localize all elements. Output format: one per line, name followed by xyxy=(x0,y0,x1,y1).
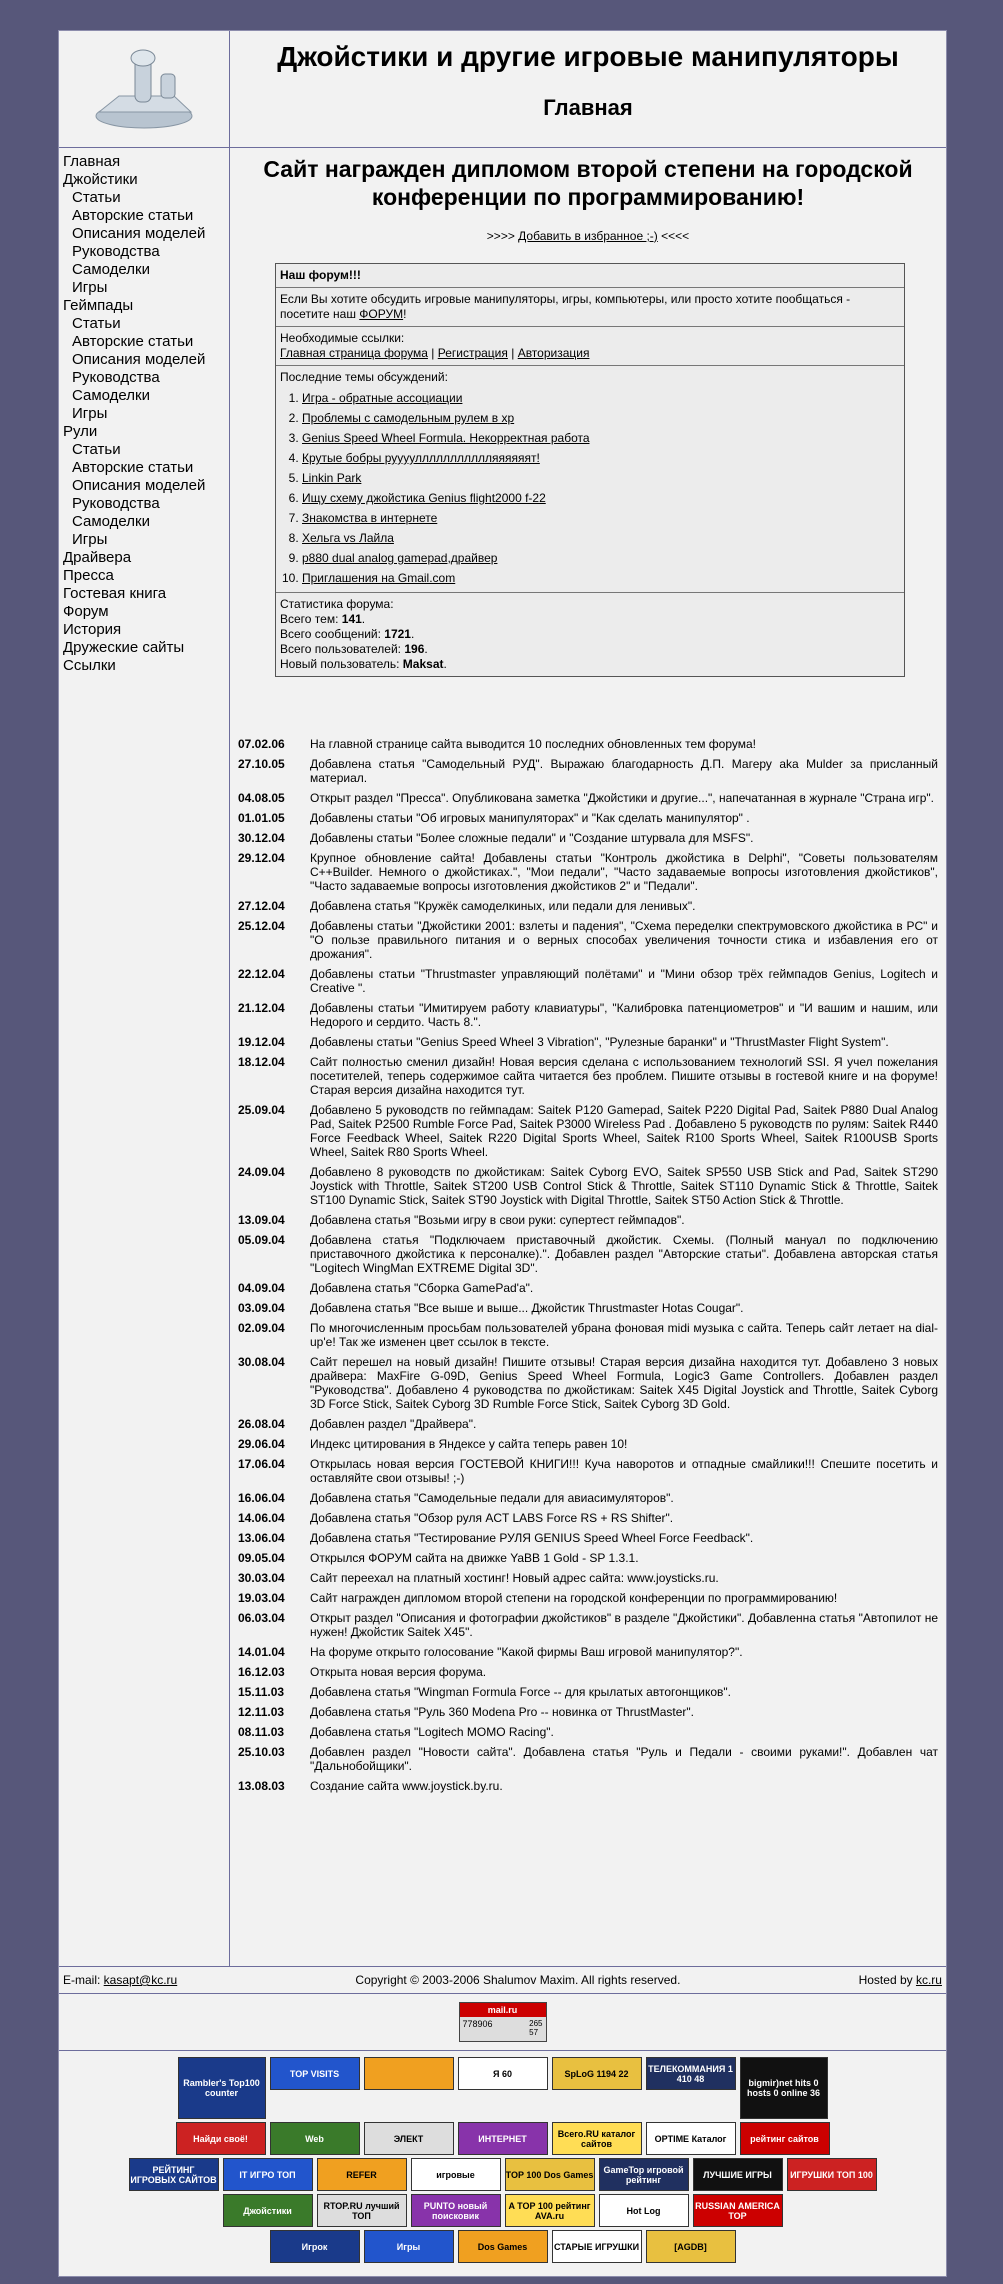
sidebar-item[interactable]: Рули xyxy=(63,423,98,440)
counter-banner[interactable]: GameTop игровой рейтинг xyxy=(599,2158,689,2191)
news-row xyxy=(238,1705,938,1725)
site-title: Джойстики и другие игровые манипуляторы xyxy=(277,41,899,72)
banner-row xyxy=(176,2122,830,2155)
counter-banner[interactable]: RUSSIAN AMERICA TOP xyxy=(693,2194,783,2227)
forum-topic-link[interactable]: Приглашения на Gmail.com xyxy=(302,571,456,585)
news-text: На главной странице сайта выводится 10 последних обновленных тем форума! xyxy=(310,737,756,751)
footer xyxy=(59,1967,946,1994)
news-date: 13.08.03 xyxy=(238,1779,285,1793)
sidebar-item[interactable]: Форум xyxy=(63,603,109,620)
news-text: Добавлена статья "Руль 360 Modena Pro -- новинка от ThrustMaster". xyxy=(310,1705,694,1719)
counter-banner[interactable]: ЛУЧШИЕ ИГРЫ xyxy=(693,2158,783,2191)
news-row xyxy=(238,967,938,1001)
news-text: Добавлено 5 руководств по геймпадам: Saitek P120 Gamepad, Saitek P220 Digital Pad, Saitek P880 Dual Analog Pad, Saitek P2500 Rumble Force Pad, Saitek P3000 Wireless Pad . Добавлено 5 руководств по рулям: Saitek R440 Force Feedback Wheel, Saitek R220 Digital Sports Wheel, Saitek R100 Sports Wheel, Saitek R100USB Sports Wheel, Saitek R80 Sports Wheel. xyxy=(310,1103,938,1159)
news-date: 03.09.04 xyxy=(238,1301,285,1315)
news-row xyxy=(238,1725,938,1745)
news-date: 13.06.04 xyxy=(238,1531,285,1545)
bookmark-line xyxy=(238,229,938,243)
news-date: 09.05.04 xyxy=(238,1551,285,1565)
stat-new-user-label: Новый пользователь: xyxy=(280,657,403,671)
news-row xyxy=(238,1213,938,1233)
host-link[interactable]: kc.ru xyxy=(915,1973,942,1987)
forum-stats-section xyxy=(276,593,904,676)
forum-topic-link[interactable]: Игра - обратные ассоциации xyxy=(302,391,463,405)
news-date: 25.12.04 xyxy=(238,919,285,933)
news-date: 05.09.04 xyxy=(238,1233,285,1247)
news-date: 24.09.04 xyxy=(238,1165,285,1179)
counter-banner[interactable]: Найди своё! xyxy=(176,2122,266,2155)
news-row xyxy=(238,919,938,967)
news-date: 16.12.03 xyxy=(238,1665,285,1679)
footer-host xyxy=(859,1973,942,1987)
hosted-label: Hosted by xyxy=(858,1973,916,1987)
stat-new-user-value: Maksat xyxy=(402,657,444,671)
news-text: Добавлено 8 руководств по джойстикам: Saitek Cyborg EVO, Saitek SP550 USB Stick and Pad, Saitek ST290 Joystick with Throttle, Saitek ST200 USB Control Stick & Throttle, Saitek ST110 Dynamic Stick & Throttle, Saitek ST100 Dynamic Stick, Saitek ST90 Joystick with Digital Throttle, Saitek ST50 Action Stick & Throttle. xyxy=(310,1165,938,1207)
news-text: На форуме открыто голосование "Какой фирмы Ваш игровой манипулятор?". xyxy=(310,1645,743,1659)
news-text: Создание сайта www.joystick.by.ru. xyxy=(310,1779,503,1793)
news-row xyxy=(238,1591,938,1611)
banner-row xyxy=(270,2230,736,2263)
forum-invite-end: ! xyxy=(403,307,407,321)
news-text: Добавлена статья "Сборка GamePad'а". xyxy=(310,1281,534,1295)
counter-banner[interactable]: рейтинг сайтов xyxy=(740,2122,830,2155)
stat-users-value: 196 xyxy=(404,642,425,656)
news-row xyxy=(238,1321,938,1355)
forum-invite-text: Если Вы хотите обсудить игровые манипуляторы, игры, компьютеры, или просто хотите пообщаться - посетите наш xyxy=(280,292,851,321)
news-date: 27.12.04 xyxy=(238,899,285,913)
forum-auth-link[interactable]: Авторизация xyxy=(517,346,590,360)
banner-row xyxy=(129,2158,877,2191)
news-text: Добавлена статья "Обзор руля ACT LABS Force RS + RS Shifter". xyxy=(310,1511,674,1525)
news-row xyxy=(238,1281,938,1301)
news-text: Добавлен раздел "Новости сайта". Добавлена статья "Руль и Педали - своими руками!". Добавлен чат "Дальнобойщики". xyxy=(310,1745,938,1773)
sidebar-item[interactable]: Руководства xyxy=(72,243,160,260)
counter-banner[interactable]: Hot Log xyxy=(599,2194,689,2227)
news-row xyxy=(238,791,938,811)
counter-small xyxy=(529,2019,542,2037)
news-row xyxy=(238,851,938,899)
news-date: 19.03.04 xyxy=(238,1591,285,1605)
news-text: Сайт награжден дипломом второй степени на городской конференции по программированию! xyxy=(310,1591,838,1605)
news-row xyxy=(238,1611,938,1645)
forum-box xyxy=(275,263,905,677)
forum-stats-label: Статистика форума: xyxy=(280,597,394,611)
news-text: Добавлена статья "Самодельные педали для авиасимуляторов". xyxy=(310,1491,674,1505)
sidebar-item[interactable]: Гостевая книга xyxy=(63,585,167,602)
counter-banner[interactable]: bigmir)net hits 0 hosts 0 online 36 xyxy=(740,2057,828,2119)
sidebar-item[interactable]: Руководства xyxy=(72,369,160,386)
forum-title: Наш форум!!! xyxy=(280,268,361,282)
banner-row xyxy=(223,2194,783,2227)
news-text: Добавлена статья "Тестирование РУЛЯ GENIUS Speed Wheel Force Feedback". xyxy=(310,1531,754,1545)
forum-register-link[interactable]: Регистрация xyxy=(437,346,508,360)
forum-topic-link[interactable]: p880 dual analog gamepad,драйвер xyxy=(302,551,498,565)
counter-banner[interactable]: ИГРУШКИ ТОП 100 xyxy=(787,2158,877,2191)
news-date: 30.03.04 xyxy=(238,1571,285,1585)
banner-area xyxy=(59,2051,946,2276)
forum-link[interactable]: ФОРУМ xyxy=(359,307,404,321)
news-row xyxy=(238,1055,938,1103)
news-text: Добавлена статья "Кружёк самоделкиных, или педали для ленивых". xyxy=(310,899,696,913)
news-date: 18.12.04 xyxy=(238,1055,285,1069)
sidebar-item[interactable]: Геймпады xyxy=(63,297,134,314)
counter-banner[interactable]: Игрок xyxy=(270,2230,360,2263)
news-row xyxy=(238,899,938,919)
counter-row xyxy=(59,1994,946,2051)
forum-invite-section xyxy=(276,288,904,327)
news-text: Добавлены статьи "Имитируем работу клавиатуры", "Калибровка патенциометров" и "И вашим и нашим, или Недорого и сердито. Часть 8.". xyxy=(310,1001,938,1029)
banner-row xyxy=(178,2057,828,2119)
forum-topic-link[interactable]: Linkin Park xyxy=(302,471,362,485)
news-date: 08.11.03 xyxy=(238,1725,285,1739)
news-table xyxy=(238,737,938,1799)
news-text: Добавлена статья "Logitech MOMO Racing". xyxy=(310,1725,554,1739)
forum-topic-link[interactable]: Ищу схему джойстика Genius flight2000 f-22 xyxy=(302,491,546,505)
counter-value: 778906 xyxy=(462,2019,493,2029)
forum-topic-item xyxy=(302,528,900,548)
news-row xyxy=(238,1685,938,1705)
page-title: Главная xyxy=(543,95,633,120)
news-row xyxy=(238,1645,938,1665)
sidebar-item[interactable]: Статьи xyxy=(72,441,121,458)
header-title-block xyxy=(230,31,946,147)
counter-banner[interactable]: A TOP 100 рейтинг AVA.ru xyxy=(505,2194,595,2227)
news-text: Индекс цитирования в Яндексе у сайта теперь равен 10! xyxy=(310,1437,628,1451)
counter-banner[interactable]: SpLoG 1194 22 xyxy=(552,2057,642,2090)
footer-email xyxy=(63,1973,177,1987)
news-date: 13.09.04 xyxy=(238,1213,285,1227)
stat-dot: . xyxy=(443,657,447,671)
counter-banner[interactable]: СТАРЫЕ ИГРУШКИ xyxy=(552,2230,642,2263)
forum-topics-label: Последние темы обсуждений: xyxy=(280,370,448,384)
forum-topic-item xyxy=(302,428,900,448)
counter-banner[interactable]: PUNTO новый поисковик xyxy=(411,2194,501,2227)
news-row xyxy=(238,1165,938,1213)
counter-banner[interactable] xyxy=(364,2057,454,2090)
news-row xyxy=(238,1457,938,1491)
news-text: Добавлен раздел "Драйвера". xyxy=(310,1417,477,1431)
news-date: 01.01.05 xyxy=(238,811,285,825)
forum-topic-item xyxy=(302,388,900,408)
news-text: Открыт раздел "Описания и фотографии джойстиков" в разделе "Джойстики". Добавленна статья "Автопилот не нужен! Джойстик Saitek X45". xyxy=(310,1611,938,1639)
email-label: E-mail: xyxy=(63,1973,104,1987)
news-row xyxy=(238,811,938,831)
forum-topic-item xyxy=(302,508,900,528)
news-date: 30.08.04 xyxy=(238,1355,285,1369)
sidebar-item[interactable]: Ссылки xyxy=(63,657,116,674)
news-row xyxy=(238,1301,938,1321)
news-row xyxy=(238,1571,938,1591)
counter-banner[interactable]: ТЕЛЕКОММАНИЯ 1 410 48 xyxy=(646,2057,736,2090)
sidebar-item[interactable]: Самоделки xyxy=(72,513,150,530)
counter-banner[interactable]: TOP 100 Dos Games xyxy=(505,2158,595,2191)
counter-banner[interactable]: RTOP.RU лучший ТОП xyxy=(317,2194,407,2227)
news-date: 12.11.03 xyxy=(238,1705,285,1719)
copyright: Copyright © 2003-2006 Shalumov Maxim. All rights reserved. xyxy=(355,1973,681,1987)
forum-topic-list xyxy=(280,388,900,588)
news-row xyxy=(238,1233,938,1281)
stat-topics-value: 141 xyxy=(341,612,362,626)
award-heading: Сайт награжден дипломом второй степени на городской конференции по программированию! xyxy=(263,156,913,210)
forum-topics-section xyxy=(276,366,904,593)
forum-topic-link[interactable]: Genius Speed Wheel Formula. Некорректная работа xyxy=(302,431,590,445)
news-text: Открылась новая версия ГОСТЕВОЙ КНИГИ!!! Куча наворотов и отпадные смайлики!!! Спешите посетить и оставляйте свои отзывы! ;-) xyxy=(310,1457,938,1485)
stat-messages-label: Всего сообщений: xyxy=(280,627,385,641)
sidebar-item[interactable]: Джойстики xyxy=(63,171,138,188)
news-row xyxy=(238,1779,938,1799)
forum-links-label: Необходимые ссылки: xyxy=(280,331,405,345)
forum-topic-item xyxy=(302,408,900,428)
news-text: Добавлены статьи "Genius Speed Wheel 3 Vibration", "Рулезные баранки" и "ThrustMaster Flight System". xyxy=(310,1035,889,1049)
sidebar-item[interactable]: Дружеские сайты xyxy=(63,639,185,656)
news-date: 02.09.04 xyxy=(238,1321,285,1335)
forum-links-section xyxy=(276,327,904,366)
forum-topic-link[interactable]: Проблемы с самодельным рулем в xp xyxy=(302,411,515,425)
news-row xyxy=(238,831,938,851)
counter-banner[interactable]: игровые xyxy=(411,2158,501,2191)
sidebar-item[interactable]: Самоделки xyxy=(72,387,150,404)
stat-users-label: Всего пользователей: xyxy=(280,642,405,656)
joystick-logo-icon xyxy=(89,44,199,134)
counter-banner[interactable]: РЕЙТИНГ ИГРОВЫХ САЙТОВ xyxy=(129,2158,219,2191)
content-row xyxy=(59,148,946,1967)
sidebar-item[interactable]: Авторские статьи xyxy=(72,207,194,224)
news-date: 25.10.03 xyxy=(238,1745,285,1759)
news-date: 29.06.04 xyxy=(238,1437,285,1451)
news-text: Добавлена статья "Возьми игру в свои руки: супертест геймпадов". xyxy=(310,1213,685,1227)
news-text: Добавлена статья "Подключаем приставочный джойстик. Схемы. (Полный мануал по подключению приставочного джойстика к персоналке).". Добавлен раздел "Авторские статьи". Добавлена авторская статья "Logitech WingMan EXTREME Digital 3D". xyxy=(310,1233,938,1275)
news-date: 14.06.04 xyxy=(238,1511,285,1525)
sidebar-item[interactable]: Описания моделей xyxy=(72,477,206,494)
news-row xyxy=(238,1551,938,1571)
stat-messages-value: 1721 xyxy=(384,627,411,641)
sidebar-item[interactable]: Руководства xyxy=(72,495,160,512)
sidebar-item[interactable]: Игры xyxy=(72,405,108,422)
stat-users xyxy=(280,642,900,657)
counter-banner[interactable]: IT ИГРО ТОП xyxy=(223,2158,313,2191)
site-logo[interactable] xyxy=(59,31,230,147)
link-separator: | xyxy=(507,346,518,360)
news-text: Добавлены статьи "Джойстики 2001: взлеты и падения", "Схема переделки спектрумовского джойстика в PC" и "О пользе правильного питания и о верных способах увеличения точности стика и избавления его от дрожания". xyxy=(310,919,938,961)
news-date: 04.08.05 xyxy=(238,791,285,805)
news-date: 06.03.04 xyxy=(238,1611,285,1625)
counter-brand: mail.ru xyxy=(460,2003,546,2017)
news-row xyxy=(238,1103,938,1165)
stat-dot: . xyxy=(361,612,366,626)
news-text: Открылся ФОРУМ сайта на движке YaBB 1 Gold - SP 1.3.1. xyxy=(310,1551,639,1565)
sidebar-nav xyxy=(59,148,230,1966)
sidebar-item[interactable]: Пресса xyxy=(63,567,114,584)
news-row xyxy=(238,1437,938,1457)
news-row xyxy=(238,1355,938,1417)
news-date: 15.11.03 xyxy=(238,1685,285,1699)
counter-banner[interactable]: Web xyxy=(270,2122,360,2155)
bookmark-prefix: >>>> xyxy=(486,229,519,243)
news-text: Добавлена статья "Wingman Formula Force -- для крылатых автогонщиков". xyxy=(310,1685,732,1699)
news-text: Добавлены статьи "Thrustmaster управляющий полётами" и "Мини обзор трёх геймпадов Genius, Logitech и Creative ". xyxy=(310,967,938,995)
counter-banner[interactable]: [AGDB] xyxy=(646,2230,736,2263)
sidebar-item[interactable]: Описания моделей xyxy=(72,225,206,242)
news-date: 07.02.06 xyxy=(238,737,285,751)
news-row xyxy=(238,1531,938,1551)
main-content xyxy=(230,148,946,1966)
forum-topic-link[interactable]: Знакомства в интернете xyxy=(302,511,438,525)
news-text: Открыта новая версия форума. xyxy=(310,1665,487,1679)
news-date: 16.06.04 xyxy=(238,1491,285,1505)
news-row xyxy=(238,1035,938,1055)
stat-topics-label: Всего тем: xyxy=(280,612,342,626)
stat-dot: . xyxy=(424,642,428,656)
sidebar-item[interactable]: Игры xyxy=(72,279,108,296)
news-date: 04.09.04 xyxy=(238,1281,285,1295)
counter-small-bottom: 57 xyxy=(529,2028,539,2037)
counter-banner[interactable]: Джойстики xyxy=(223,2194,313,2227)
counter-banner[interactable]: OPTIME Каталог xyxy=(646,2122,736,2155)
forum-topic-item xyxy=(302,488,900,508)
counter-banner[interactable]: REFER xyxy=(317,2158,407,2191)
forum-topic-item xyxy=(302,568,900,588)
news-date: 19.12.04 xyxy=(238,1035,285,1049)
forum-topic-item xyxy=(302,548,900,568)
counter-banner[interactable]: ИНТЕРНЕТ xyxy=(458,2122,548,2155)
counter-banner[interactable]: Игры xyxy=(364,2230,454,2263)
news-text: Сайт перешел на новый дизайн! Пишите отзывы! Старая версия дизайна находится тут. Добавлено 3 новых драйвера: MaxFire G-09D, Genius Speed Wheel Formula, Logic3 Game Controllers. Добавлен раздел "Руководства". Добавлено 4 руководства по джойстикам: Saitek X45 Digital Joystick and Throttle, Saitek Cyborg 3D Force Stick, Saitek Cyborg 3D Rumble Force Stick, Saitek Cyborg 3D Gold. xyxy=(310,1355,938,1411)
sidebar-item[interactable]: Статьи xyxy=(72,189,121,206)
news-date: 25.09.04 xyxy=(238,1103,285,1117)
news-date: 17.06.04 xyxy=(238,1457,285,1471)
news-text: По многочисленным просьбам пользователей убрана фоновая midi музыка с сайта. Теперь сайт летает на dial-up'е! Так же изменен цвет ссылок в тексте. xyxy=(310,1321,938,1349)
forum-topic-link[interactable]: Хельга vs Лайла xyxy=(302,531,394,545)
news-date: 30.12.04 xyxy=(238,831,285,845)
counter-banner[interactable]: Я 60 xyxy=(458,2057,548,2090)
forum-main-page-link[interactable]: Главная страница форума xyxy=(280,346,428,360)
news-text: Добавлены статьи "Об игровых манипуляторах" и "Как сделать манипулятор" . xyxy=(310,811,750,825)
sidebar-item[interactable]: Драйвера xyxy=(63,549,132,566)
news-row xyxy=(238,757,938,791)
forum-topic-item xyxy=(302,448,900,468)
link-separator: | xyxy=(427,346,438,360)
counter-banner[interactable]: Dos Games xyxy=(458,2230,548,2263)
forum-topic-item xyxy=(302,468,900,488)
news-date: 26.08.04 xyxy=(238,1417,285,1431)
news-date: 14.01.04 xyxy=(238,1645,285,1659)
sidebar-item[interactable]: История xyxy=(63,621,122,638)
sidebar-item[interactable]: Статьи xyxy=(72,315,121,332)
counter-banner[interactable]: Всего.RU каталог сайтов xyxy=(552,2122,642,2155)
news-row xyxy=(238,1417,938,1437)
sidebar-item[interactable]: Главная xyxy=(63,153,121,170)
sidebar-item[interactable]: Игры xyxy=(72,531,108,548)
news-date: 22.12.04 xyxy=(238,967,285,981)
add-bookmark-link[interactable]: Добавить в избранное ;-) xyxy=(518,229,658,243)
news-text: Крупное обновление сайта! Добавлены статьи "Контроль джойстика в Delphi", "Советы пользователям C++Builder. Немного о джойстиках.", "Мои педали", "Часто задаваемые вопросы изготовления джойстиков", "Часто задаваемые вопросы изготовления джойстиков 2" и "Педали". xyxy=(310,851,938,893)
stat-topics xyxy=(280,612,900,627)
sidebar-item[interactable]: Самоделки xyxy=(72,261,150,278)
news-text: Открыт раздел "Пресса". Опубликована заметка "Джойстики и другие...", напечатанная в журнале "Страна игр". xyxy=(310,791,934,805)
counter-banner[interactable]: Rambler's Top100 counter xyxy=(178,2057,266,2119)
sidebar-item[interactable]: Авторские статьи xyxy=(72,333,194,350)
news-text: Сайт полностью сменил дизайн! Новая версия сделана с использованием технологий SSI. Я учел пожелания посетителей, теперь содержимое сайта читается без проблем. Пишите отзывы в гостевой книге и на форуме! Старая версия дизайна находится тут. xyxy=(310,1055,938,1097)
news-text: Добавлена статья "Самодельный РУД". Выражаю благодарность Д.П. Магеру aka Mulder за присланный материал. xyxy=(310,757,938,785)
stat-dot: . xyxy=(410,627,415,641)
counter-values xyxy=(460,2017,546,2039)
news-row xyxy=(238,1511,938,1531)
header xyxy=(59,31,946,148)
forum-title-section xyxy=(276,264,904,288)
news-text: Добавлена статья "Все выше и выше... Джойстик Thrustmaster Hotas Cougar". xyxy=(310,1301,744,1315)
page-container xyxy=(58,30,947,2277)
news-row xyxy=(238,737,938,757)
email-link[interactable]: kasapt@kc.ru xyxy=(103,1973,178,1987)
news-text: Добавлены статьи "Более сложные педали" и "Создание штурвала для MSFS". xyxy=(310,831,754,845)
sidebar-item[interactable]: Авторские статьи xyxy=(72,459,194,476)
news-row xyxy=(238,1491,938,1511)
mailru-counter[interactable] xyxy=(459,2002,547,2042)
news-date: 21.12.04 xyxy=(238,1001,285,1015)
stat-new-user xyxy=(280,657,900,672)
news-row xyxy=(238,1001,938,1035)
news-row xyxy=(238,1745,938,1779)
bookmark-suffix: <<<< xyxy=(657,229,690,243)
news-row xyxy=(238,1665,938,1685)
news-date: 29.12.04 xyxy=(238,851,285,865)
sidebar-item[interactable]: Описания моделей xyxy=(72,351,206,368)
news-date: 27.10.05 xyxy=(238,757,285,771)
stat-messages xyxy=(280,627,900,642)
forum-topic-link[interactable]: Крутые бобры рууууллллллллллляяяяяят! xyxy=(302,451,540,465)
news-text: Сайт переехал на платный хостинг! Новый адрес сайта: www.joysticks.ru. xyxy=(310,1571,719,1585)
counter-banner[interactable]: ЭЛЕКТ xyxy=(364,2122,454,2155)
counter-small-top: 265 xyxy=(529,2019,543,2028)
counter-banner[interactable]: TOP VISITS xyxy=(270,2057,360,2090)
